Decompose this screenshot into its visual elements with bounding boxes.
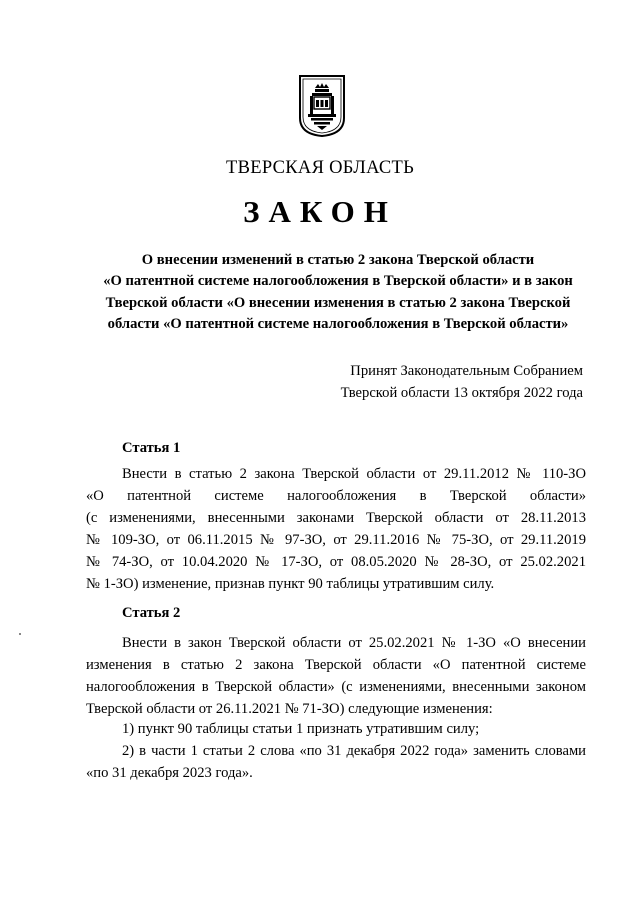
adoption-line: Тверской области 13 октября 2022 года bbox=[340, 385, 583, 401]
paragraph-line: № 1-ЗО) изменение, признав пункт 90 таблицы утратившим силу. bbox=[86, 576, 495, 592]
region-name: ТВЕРСКАЯ ОБЛАСТЬ bbox=[225, 158, 415, 178]
paragraph-line: № 109-ЗО, от 06.11.2015 № 97-ЗО, от 29.11.2016 № 75-ЗО, от 29.11.2019 bbox=[86, 532, 586, 548]
list-item: 1) пункт 90 таблицы статьи 1 признать утратившим силу; bbox=[122, 721, 480, 737]
article-2-items bbox=[86, 718, 586, 784]
coat-of-arms-icon bbox=[298, 74, 346, 138]
paragraph-line: (с изменениями, внесенными законами Тверской области от 28.11.2013 bbox=[86, 510, 586, 526]
document-type: ЗАКОН bbox=[243, 194, 397, 229]
paragraph-line: налогообложения в Тверской области» (с изменениями, внесенными законом bbox=[86, 679, 586, 695]
paragraph-line: Внести в закон Тверской области от 25.02.2021 № 1-ЗО «О внесении bbox=[122, 635, 586, 651]
subtitle-line: О внесении изменений в статью 2 закона Тверской области bbox=[141, 252, 535, 268]
article-1-heading: Статья 1 bbox=[122, 440, 181, 456]
paragraph-line: изменения в статью 2 закона Тверской области «О патентной системе bbox=[86, 657, 586, 673]
paragraph-line: Внести в статью 2 закона Тверской области от 29.11.2012 № 110-ЗО bbox=[122, 466, 586, 482]
list-item: 2) в части 1 статьи 2 слова «по 31 декабря 2022 года» заменить словами bbox=[122, 743, 586, 759]
subtitle-line: Тверской области «О внесении изменения в статью 2 закона Тверской bbox=[105, 294, 571, 311]
subtitle-line: области «О патентной системе налогообложения в Тверской области» bbox=[107, 315, 569, 332]
article-1-paragraph bbox=[86, 463, 586, 595]
paragraph-line: Тверской области от 26.11.2021 № 71-ЗО) следующие изменения: bbox=[86, 701, 493, 717]
adoption-note bbox=[341, 360, 583, 404]
paragraph-line: № 74-ЗО, от 10.04.2020 № 17-ЗО, от 08.05.2020 № 28-ЗО, от 25.02.2021 bbox=[86, 554, 586, 570]
article-2-heading: Статья 2 bbox=[122, 605, 181, 621]
list-item: «по 31 декабря 2023 года». bbox=[86, 765, 253, 781]
adoption-line: Принят Законодательным Собранием bbox=[350, 363, 583, 379]
scan-mark bbox=[19, 633, 21, 635]
paragraph-line: «О патентной системе налогообложения в Тверской области» bbox=[86, 488, 586, 504]
subtitle-line: «О патентной системе налогообложения в Тверской области» и в закон bbox=[103, 273, 573, 290]
article-2-paragraph bbox=[86, 632, 586, 720]
law-subtitle bbox=[76, 250, 600, 335]
